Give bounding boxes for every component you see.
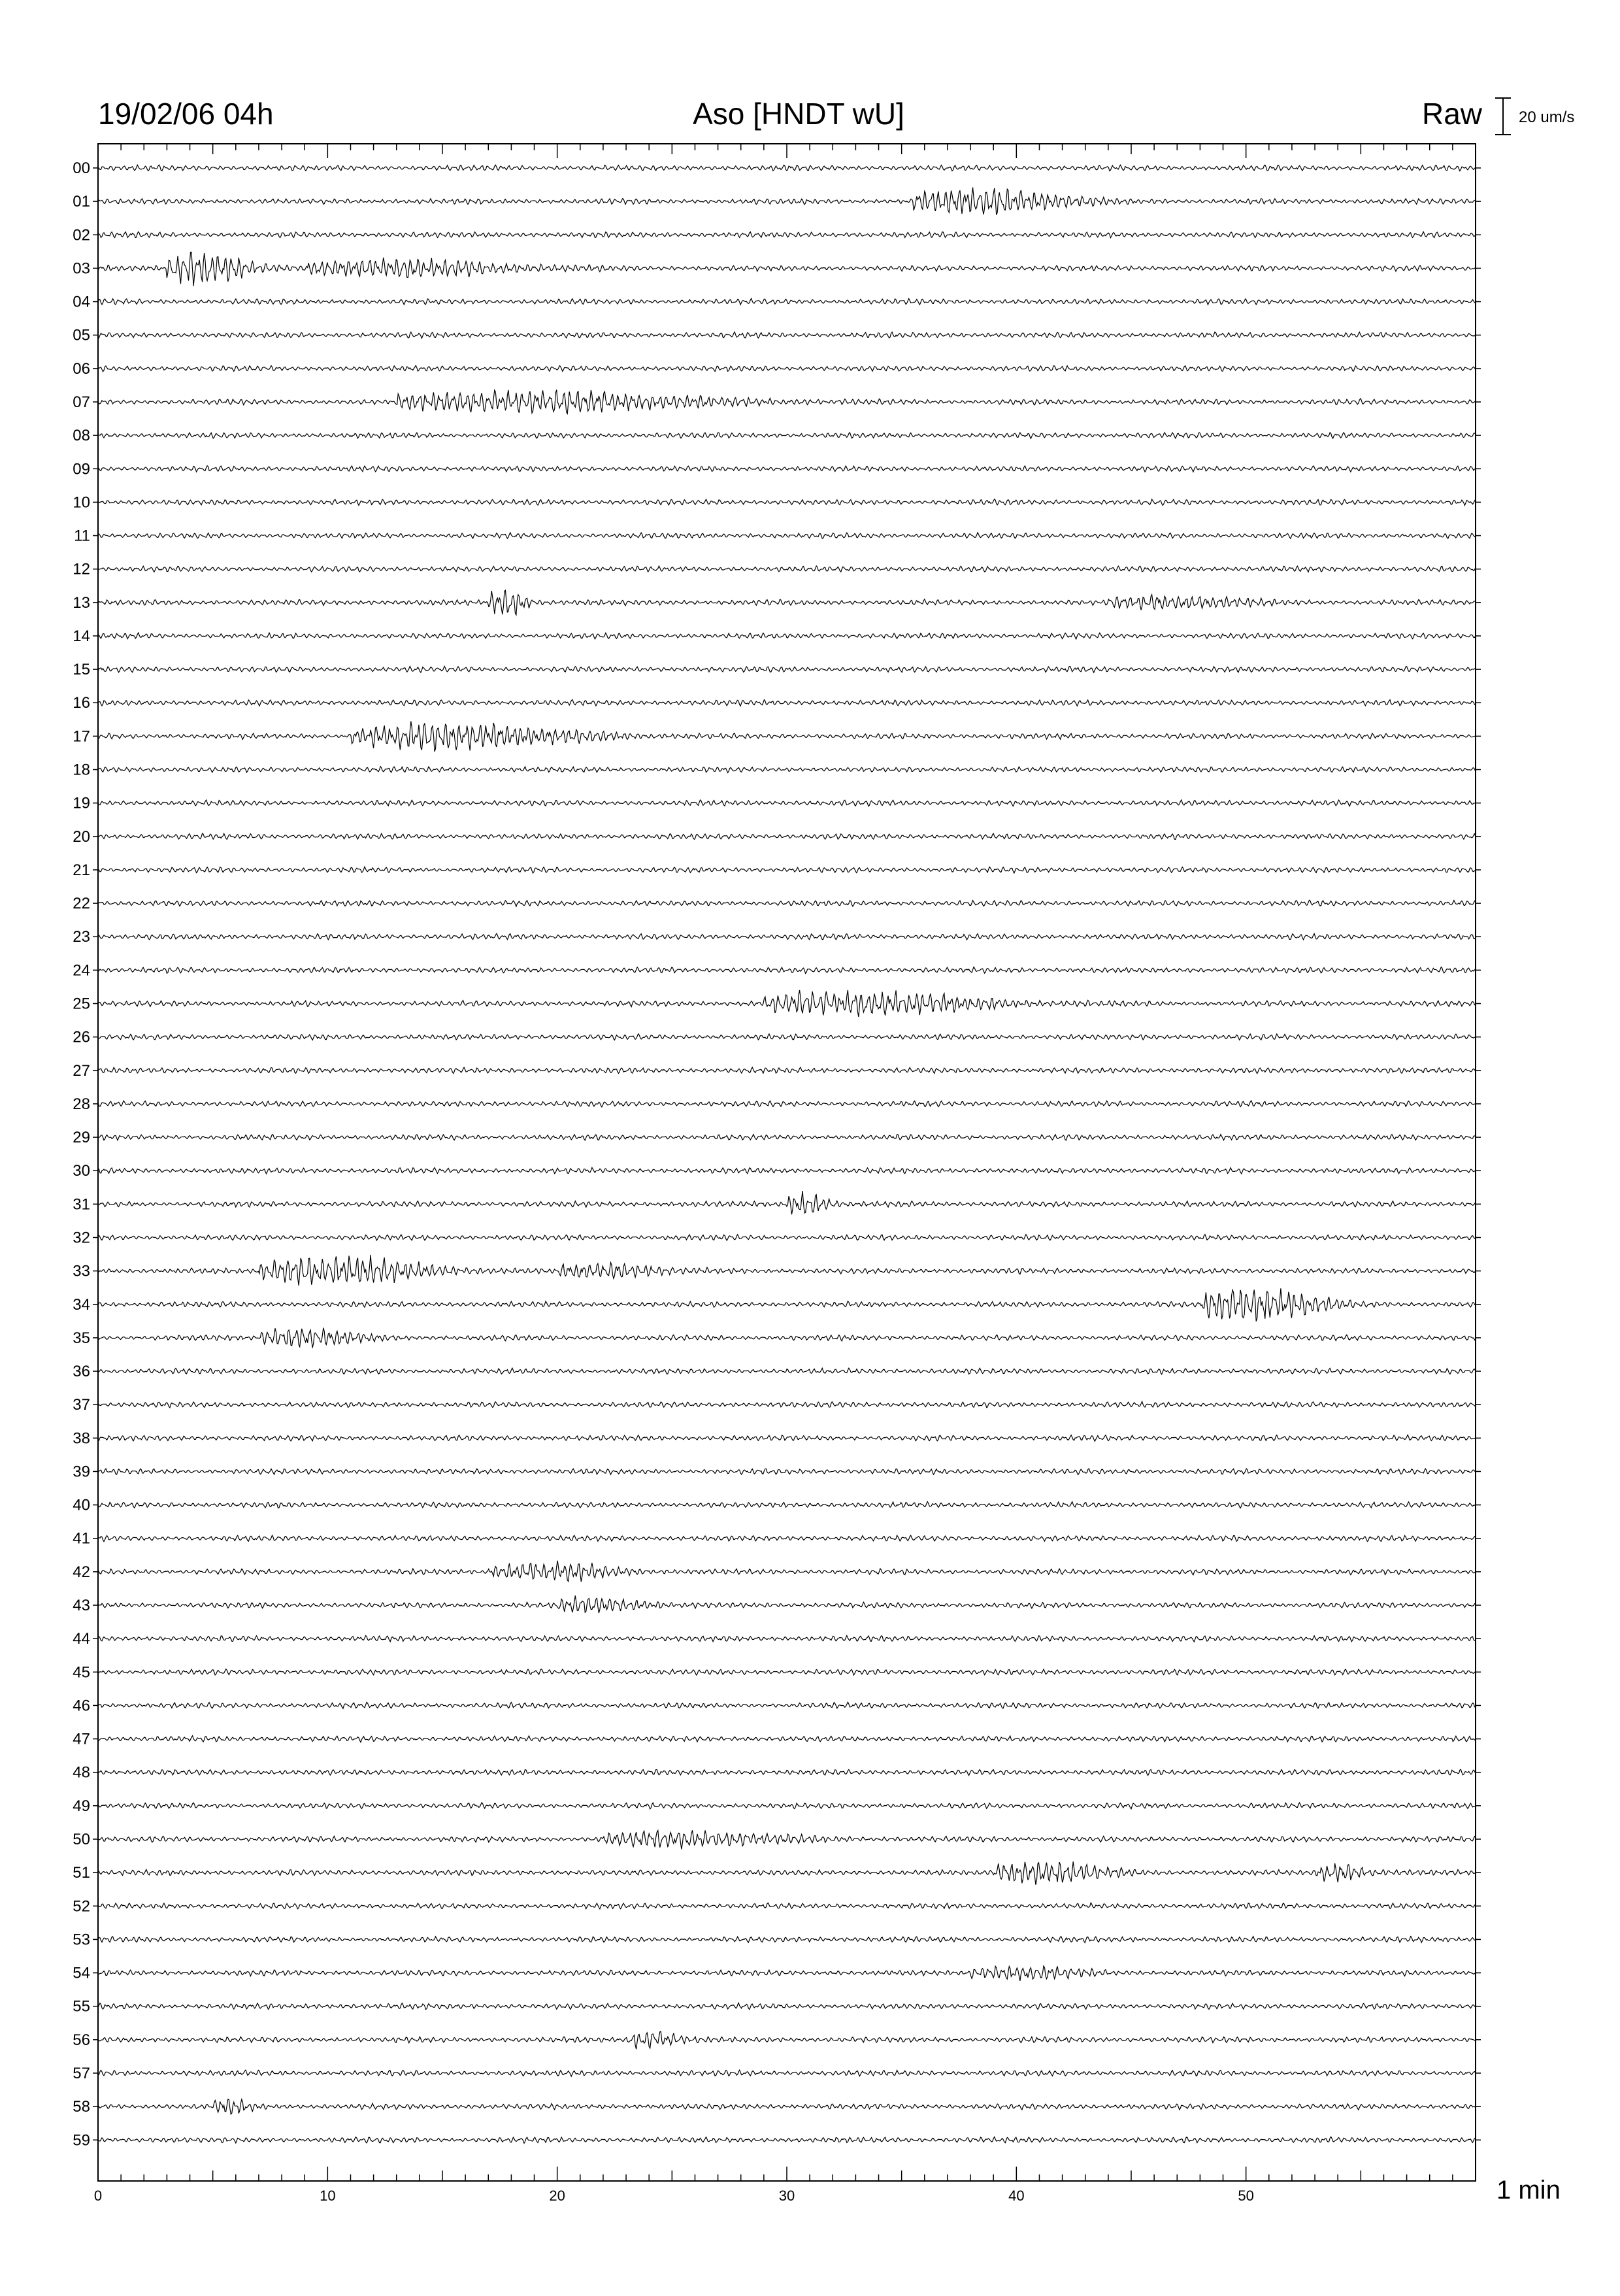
x-tick-label: 30 <box>778 2188 795 2204</box>
row-label: 57 <box>73 2064 90 2082</box>
row-label: 26 <box>73 1028 90 1046</box>
x-tick-label: 40 <box>1008 2188 1025 2204</box>
row-label: 50 <box>73 1831 90 1848</box>
x-tick-label: 20 <box>549 2188 565 2204</box>
row-label: 17 <box>73 727 90 746</box>
scale-label: 20 um/s <box>1519 108 1575 126</box>
row-label: 03 <box>73 259 90 278</box>
row-label: 51 <box>73 1864 90 1882</box>
row-label: 24 <box>73 961 90 980</box>
row-label: 43 <box>73 1597 90 1615</box>
row-label: 28 <box>73 1095 90 1113</box>
row-label: 53 <box>73 1931 90 1949</box>
row-label: 52 <box>73 1897 90 1916</box>
row-label: 27 <box>73 1061 90 1080</box>
row-label: 08 <box>73 427 90 445</box>
mode-label: Raw <box>1421 97 1482 131</box>
row-label: 35 <box>73 1329 90 1347</box>
row-label: 04 <box>73 293 90 311</box>
row-label: 56 <box>73 2031 90 2049</box>
row-label: 29 <box>73 1129 90 1147</box>
row-label: 13 <box>73 593 90 612</box>
row-label: 16 <box>73 694 90 712</box>
row-label: 02 <box>73 226 90 244</box>
row-label: 19 <box>73 794 90 812</box>
row-label: 58 <box>73 2098 90 2116</box>
row-label: 05 <box>73 326 90 344</box>
datetime-label: 19/02/06 04h <box>98 97 274 131</box>
row-label: 18 <box>73 761 90 779</box>
row-label: 20 <box>73 827 90 846</box>
row-label: 59 <box>73 2131 90 2150</box>
row-label: 55 <box>73 1997 90 2016</box>
row-label: 45 <box>73 1663 90 1682</box>
row-label: 22 <box>73 895 90 913</box>
row-label: 00 <box>73 159 90 177</box>
row-label: 48 <box>73 1763 90 1782</box>
row-label: 40 <box>73 1496 90 1514</box>
row-label: 44 <box>73 1630 90 1648</box>
row-label: 07 <box>73 393 90 411</box>
x-tick-label: 50 <box>1238 2188 1254 2204</box>
row-label: 11 <box>74 527 90 545</box>
row-label: 38 <box>73 1429 90 1448</box>
row-label: 25 <box>73 995 90 1013</box>
row-label: 49 <box>73 1797 90 1815</box>
row-label: 15 <box>73 661 90 679</box>
row-label: 06 <box>73 359 90 378</box>
row-label: 31 <box>73 1195 90 1214</box>
row-label: 37 <box>73 1396 90 1414</box>
row-label: 41 <box>73 1529 90 1548</box>
row-label: 09 <box>73 460 90 478</box>
row-label: 34 <box>73 1295 90 1314</box>
row-label: 01 <box>73 193 90 211</box>
row-label: 30 <box>73 1162 90 1180</box>
row-label: 14 <box>73 627 90 645</box>
row-label: 42 <box>73 1563 90 1581</box>
row-label: 47 <box>73 1730 90 1748</box>
x-tick-label: 0 <box>93 2188 103 2204</box>
row-label: 10 <box>73 493 90 512</box>
x-axis-unit-label: 1 min <box>1496 2176 1561 2204</box>
row-label: 39 <box>73 1463 90 1481</box>
row-label: 36 <box>73 1363 90 1381</box>
row-label: 33 <box>73 1262 90 1280</box>
row-label: 32 <box>73 1229 90 1247</box>
station-title: Aso [HNDT wU] <box>693 97 904 131</box>
row-label: 46 <box>73 1697 90 1715</box>
row-label: 12 <box>73 560 90 578</box>
row-label: 21 <box>73 861 90 879</box>
row-label: 54 <box>73 1964 90 1982</box>
x-tick-label: 10 <box>320 2188 336 2204</box>
row-label: 23 <box>73 928 90 946</box>
